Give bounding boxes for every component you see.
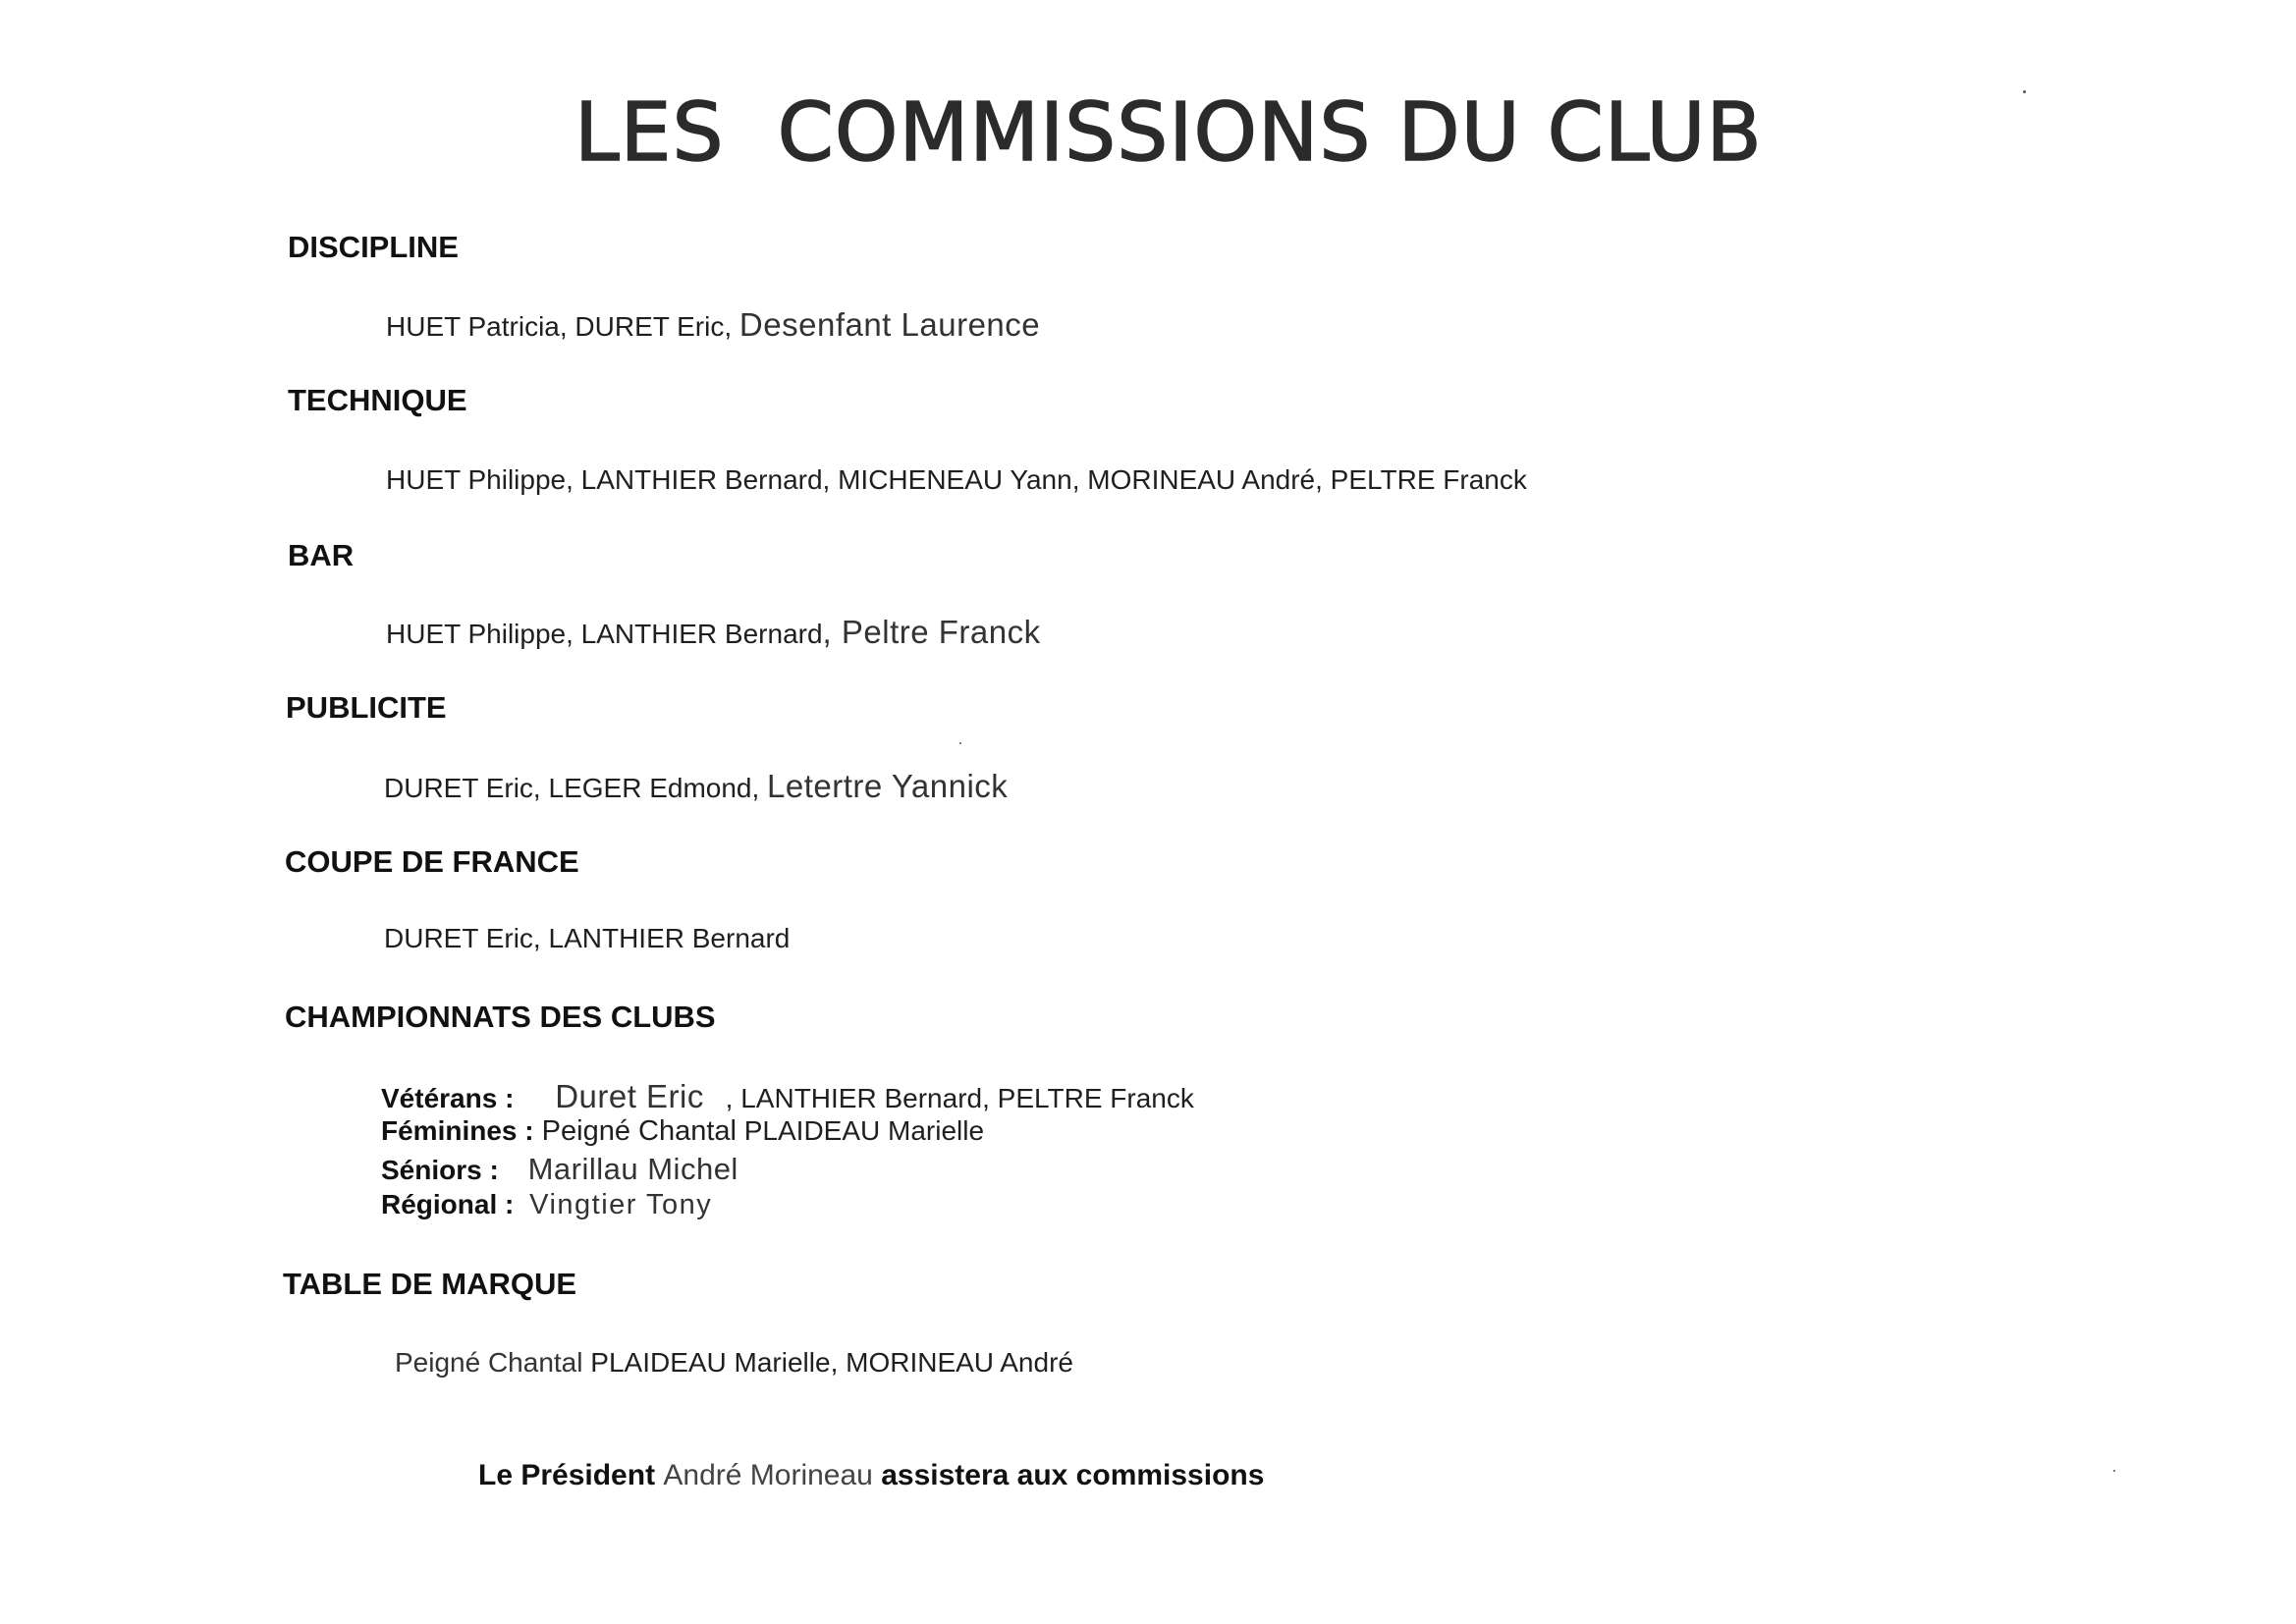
members-added: Desenfant Laurence	[738, 306, 1041, 343]
championnat-seniors	[381, 1152, 738, 1187]
members-technique: HUET Philippe, LANTHIER Bernard, MICHENEAU Yann, MORINEAU André, PELTRE Franck	[386, 464, 1527, 495]
members-publicite	[384, 768, 1008, 805]
members-list: HUET Patricia, DURET Eric,	[386, 311, 739, 342]
category-label: Régional :	[381, 1189, 515, 1219]
category-others: , LANTHIER Bernard, PELTRE Franck	[717, 1083, 1194, 1113]
scan-speck	[2113, 1470, 2115, 1472]
members-coupe-de-france: DURET Eric, LANTHIER Bernard	[384, 923, 791, 953]
championnat-veterans	[381, 1078, 1194, 1115]
heading-technique: TECHNIQUE	[288, 383, 467, 417]
scan-speck	[2023, 90, 2026, 93]
category-label: Vétérans :	[381, 1083, 515, 1113]
heading-bar: BAR	[288, 538, 355, 572]
members-added: , Peltre Franck	[822, 614, 1041, 650]
heading-championnats: CHAMPIONNATS DES CLUBS	[285, 1000, 716, 1034]
heading-coupe-de-france: COUPE DE FRANCE	[285, 844, 579, 879]
members-list: Peigné Chantal	[395, 1347, 583, 1378]
championnat-feminines	[381, 1115, 984, 1148]
heading-discipline: DISCIPLINE	[288, 230, 459, 264]
members-discipline	[386, 306, 1040, 344]
president-suffix: assistera aux commissions	[872, 1459, 1265, 1491]
members-bar	[386, 614, 1041, 651]
heading-table-de-marque: TABLE DE MARQUE	[283, 1267, 577, 1301]
president-name: André Morineau	[663, 1459, 873, 1491]
members-table-de-marque	[395, 1347, 1073, 1379]
heading-publicite: PUBLICITE	[286, 690, 447, 725]
category-label: Séniors :	[381, 1155, 499, 1185]
president-note	[478, 1459, 1264, 1492]
category-lead: Duret Eric	[555, 1078, 704, 1114]
president-prefix: Le Président	[478, 1459, 664, 1491]
members-added: PLAIDEAU Marielle, MORINEAU André	[582, 1347, 1073, 1378]
members-added: Letertre Yannick	[767, 768, 1009, 804]
members-list: DURET Eric, LEGER Edmond,	[384, 773, 768, 803]
page-title: LES COMMISSIONS DU CLUB	[574, 86, 1763, 180]
category-label: Féminines :	[381, 1115, 534, 1146]
championnat-regional	[381, 1189, 712, 1221]
scan-speck	[959, 742, 961, 744]
members-list: HUET Philippe, LANTHIER Bernard	[386, 619, 823, 649]
category-lead: Peigné Chantal	[533, 1115, 737, 1147]
category-lead: Marillau Michel	[527, 1152, 738, 1186]
category-others: PLAIDEAU Marielle	[736, 1115, 985, 1146]
category-lead: Vingtier Tony	[529, 1189, 713, 1220]
